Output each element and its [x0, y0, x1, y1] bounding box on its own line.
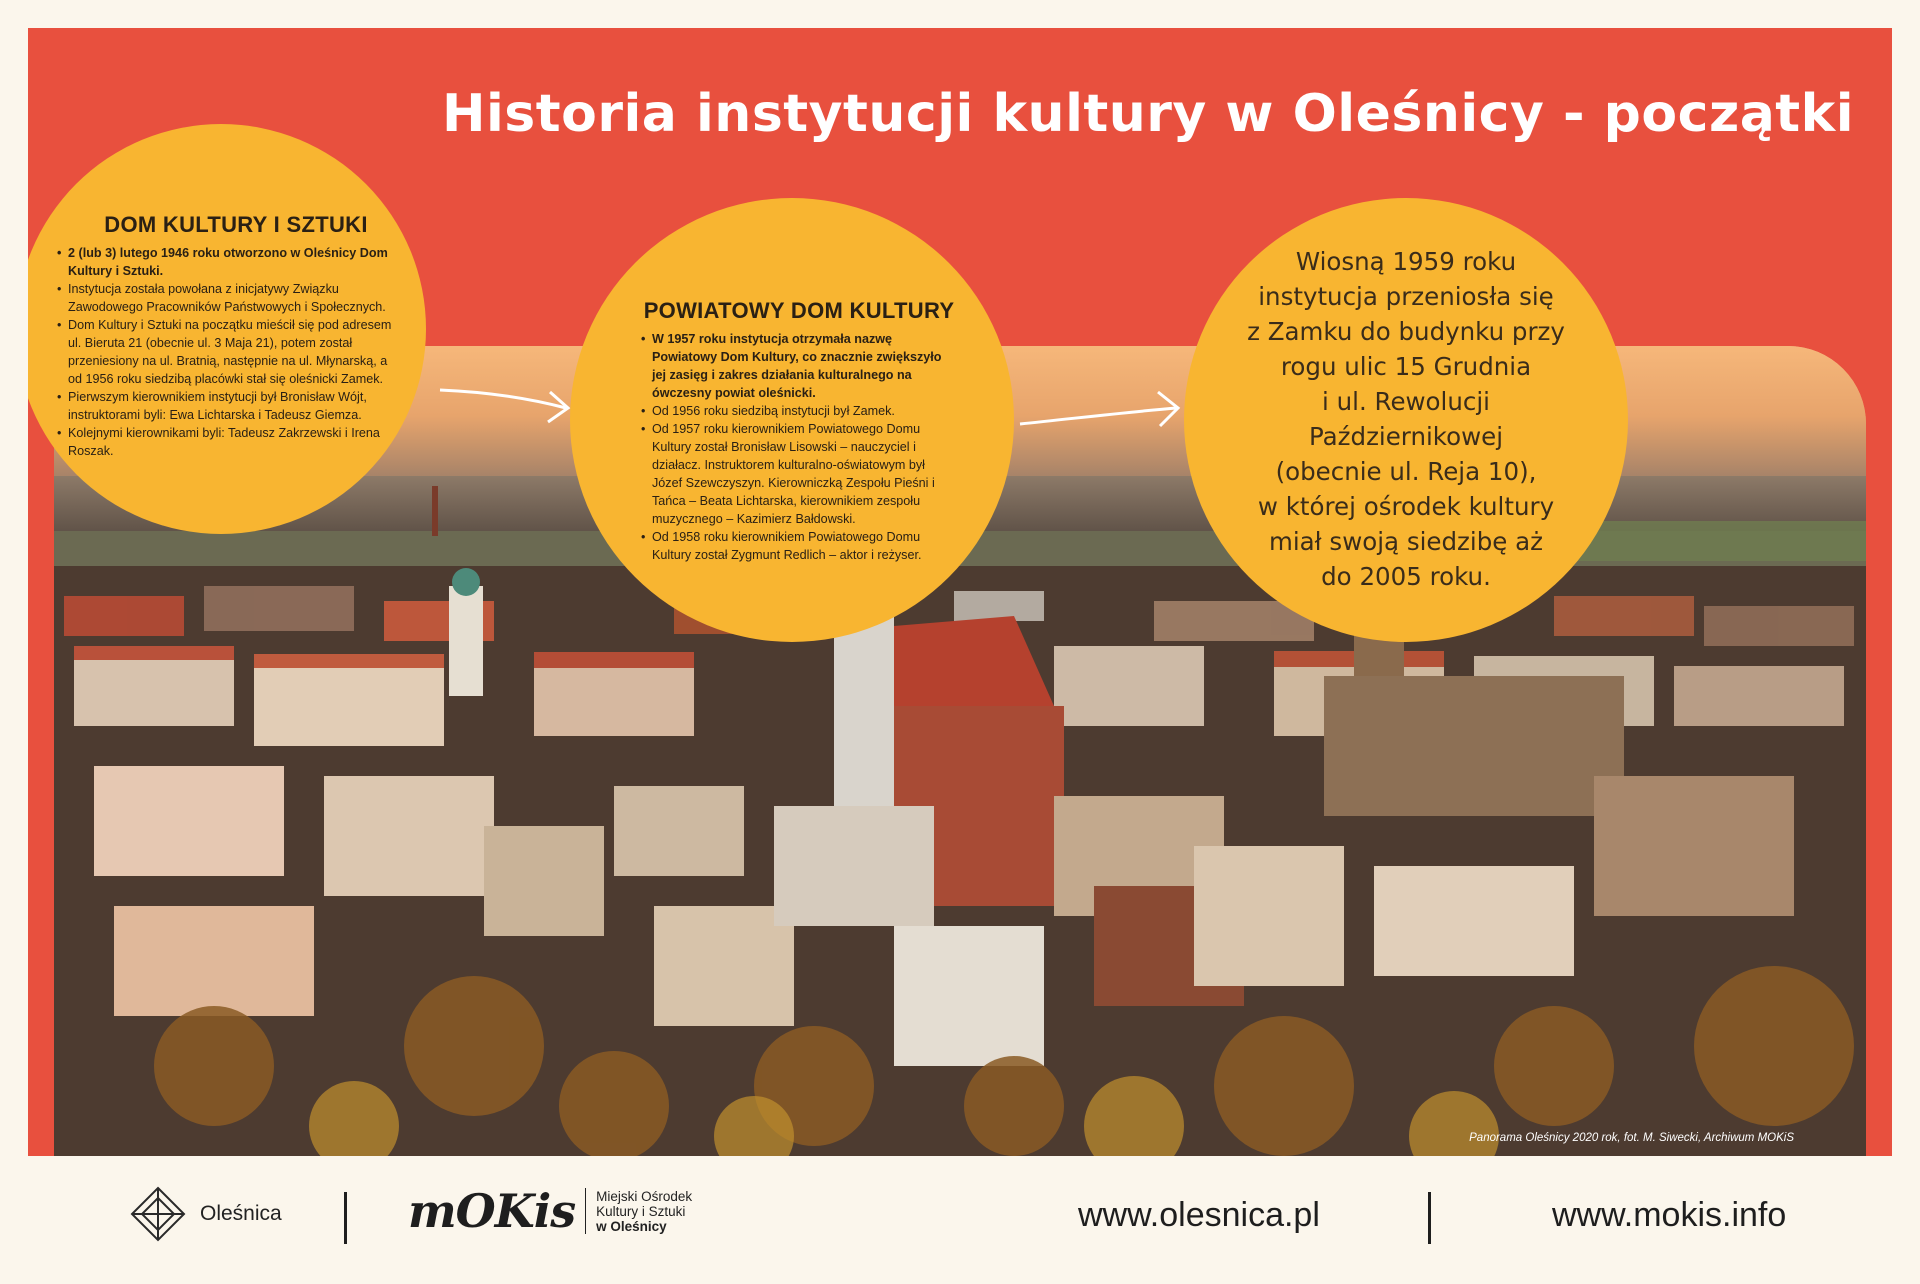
circle2-bullet: • W 1957 roku instytucja otrzymała nazwę Powiatowy Dom Kultury, co znacznie zwiększyło jej zasięg i zakres działania kulturalnego na ówczesny powiat oleśnicki.	[652, 330, 958, 402]
arrow-right-icon	[438, 368, 578, 428]
poster-panel	[28, 28, 1892, 1156]
footer-divider	[1428, 1192, 1431, 1244]
circle-powiatowy-dom-kultury	[570, 198, 1014, 642]
mokis-logo-mark: mOKis	[408, 1184, 576, 1238]
olesnica-website-link[interactable]: www.olesnica.pl	[1078, 1196, 1320, 1234]
circle2-bullet: • Od 1956 roku siedzibą instytucji był Zamek.	[652, 402, 958, 420]
mokis-logo-divider	[585, 1188, 586, 1234]
circle2-heading: POWIATOWY DOM KULTURY	[643, 298, 955, 323]
mokis-website-link[interactable]: www.mokis.info	[1552, 1196, 1787, 1234]
olesnica-emblem-icon	[128, 1184, 188, 1244]
circle2-bullet-list	[640, 330, 958, 564]
circle1-bullet: • Kolejnymi kierownikami byli: Tadeusz Zakrzewski i Irena Roszak.	[68, 424, 396, 460]
circle3-text: Wiosną 1959 roku instytucja przeniosła się z Zamku do budynku przy rogu ulic 15 Grudnia i ul. Rewolucji Październikowej (obecnie ul. Reja 10), w której ośrodek kultury miał swoją siedzibę aż do 2005 roku.	[1247, 247, 1565, 591]
circle1-bullet-list	[56, 244, 396, 460]
mokis-logo-subtitle	[596, 1189, 692, 1234]
circle-przeprowadzka-1959	[1184, 198, 1628, 642]
circle1-bullet: • Pierwszym kierownikiem instytucji był Bronisław Wójt, instruktorami byli: Ewa Lichtarska i Tadeusz Giemza.	[68, 388, 396, 424]
footer-divider	[344, 1192, 347, 1244]
circle1-heading: DOM KULTURY I SZTUKI	[104, 212, 368, 237]
olesnica-logo	[128, 1184, 282, 1244]
mokis-subtitle-line1: Miejski Ośrodek	[596, 1188, 693, 1204]
circle1-bullet: • Instytucja została powołana z inicjatywy Związku Zawodowego Pracowników Państwowych i Społecznych.	[68, 280, 396, 316]
circle1-bullet: • Dom Kultury i Sztuki na początku mieścił się pod adresem ul. Bieruta 21 (obecnie ul. 3 Maja 21), potem został przeniesiony na ul. Bratnią, następnie na ul. Młynarską, a od 1956 roku siedzibą placówki stał się oleśnicki Zamek.	[68, 316, 396, 388]
mokis-subtitle-line2: Kultury i Sztuki	[596, 1203, 686, 1219]
mokis-subtitle-line3: w Oleśnicy	[596, 1218, 667, 1234]
arrow-right-icon	[1018, 380, 1188, 440]
poster-title: Historia instytucji kultury w Oleśnicy - początki	[441, 84, 1855, 144]
mokis-logo	[408, 1184, 692, 1238]
circle2-bullet: • Od 1958 roku kierownikiem Powiatowego Domu Kultury został Zygmunt Redlich – aktor i reżyser.	[652, 528, 958, 564]
footer	[0, 1156, 1920, 1284]
olesnica-logo-text: Oleśnica	[200, 1202, 282, 1225]
circle1-bullet: • 2 (lub 3) lutego 1946 roku otworzono w Oleśnicy Dom Kultury i Sztuki.	[68, 244, 396, 280]
circle2-bullet: • Od 1957 roku kierownikiem Powiatowego Domu Kultury został Bronisław Lisowski – nauczyciel i działacz. Instruktorem kulturalno-oświatowym był Józef Szewczyszyn. Kierowniczką Zespołu Pieśni i Tańca – Beata Lichtarska, kierownikiem zespołu muzycznego – Kazimierz Bałdowski.	[652, 420, 958, 528]
circle-dom-kultury-i-sztuki	[28, 124, 426, 534]
photo-credit: Panorama Oleśnicy 2020 rok, fot. M. Siwecki, Archiwum MOKiS	[1469, 1132, 1794, 1144]
